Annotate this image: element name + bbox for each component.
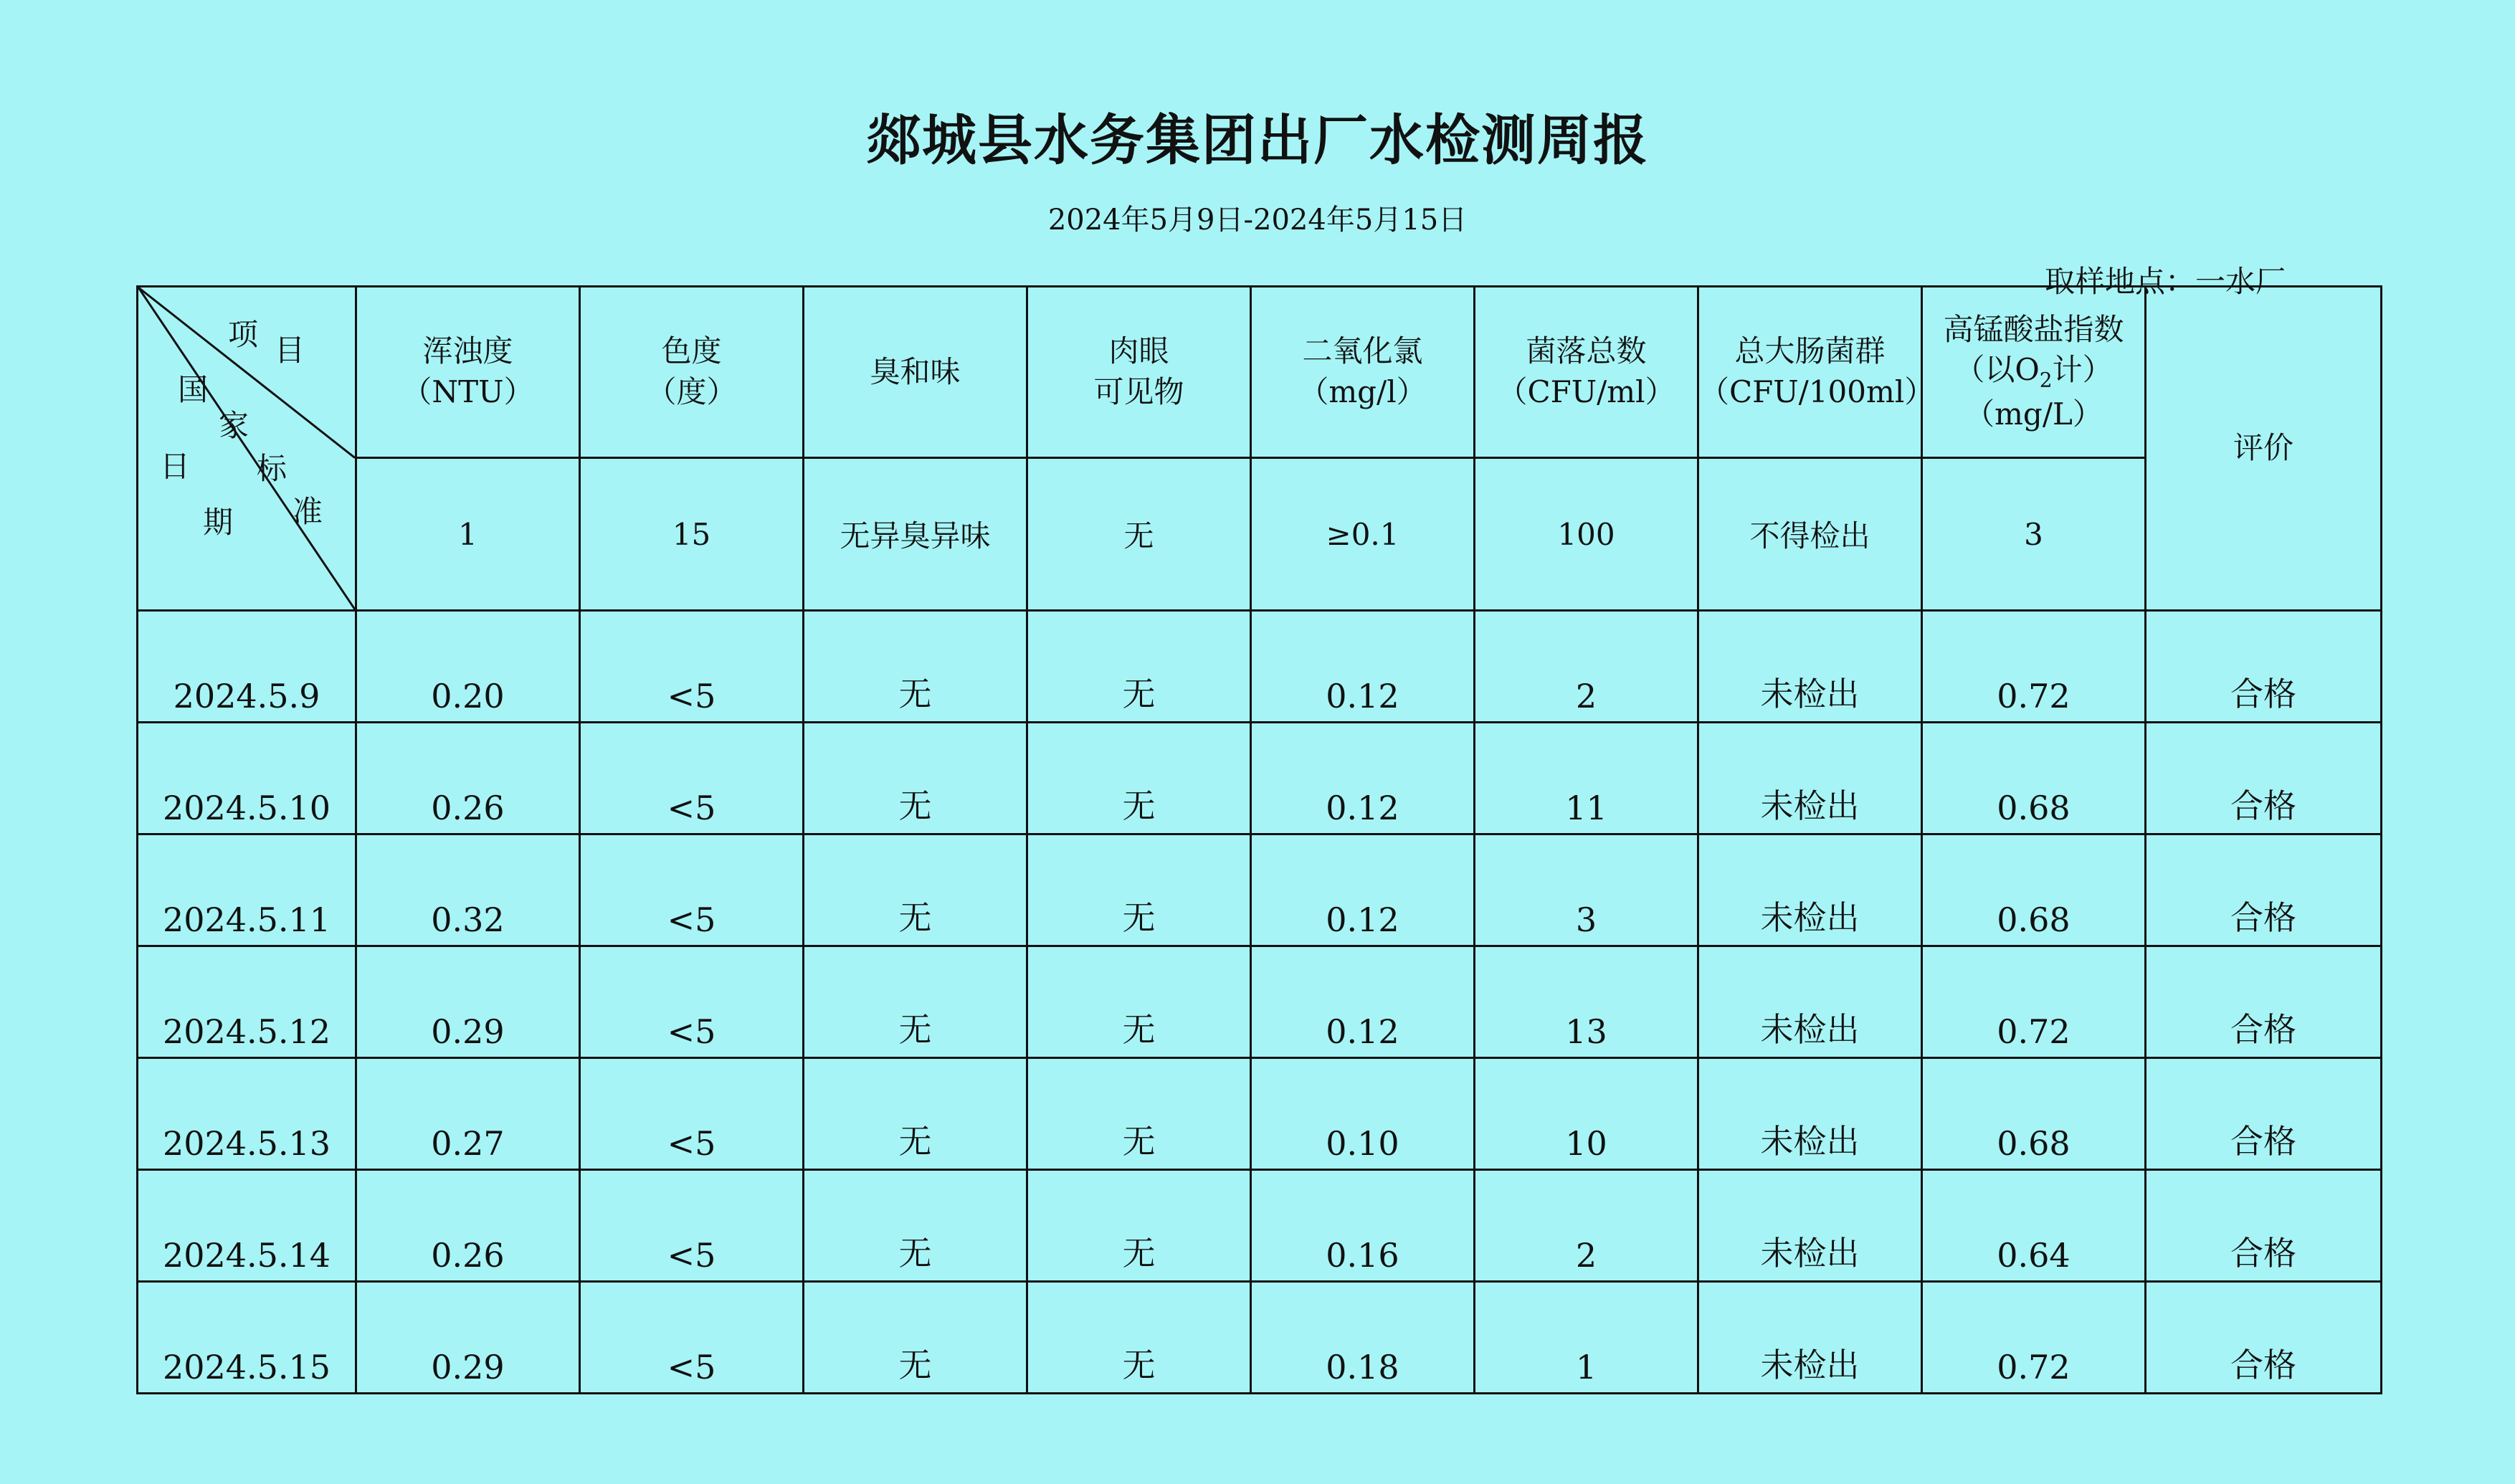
turbidity-cell: 0.20 [356, 611, 580, 723]
standard-row [138, 458, 2382, 611]
coliform-cell: 未检出 [1698, 1170, 1922, 1282]
header-coliform: 总大肠菌群 （CFU/100ml） [1698, 287, 1922, 458]
header-color: 色度 （度） [580, 287, 804, 458]
corner-label-item-2: 目 [275, 333, 305, 368]
result-cell: 合格 [2146, 946, 2382, 1058]
colony-cell: 10 [1475, 1058, 1698, 1170]
standard-value: 1 [356, 458, 580, 611]
sampling-location: 取样地点：一水厂 [2044, 264, 2286, 299]
colony-cell: 2 [1475, 611, 1698, 723]
standard-value: 100 [1475, 458, 1698, 611]
permanganate-cell: 0.68 [1922, 723, 2146, 834]
header-colony-count: 菌落总数 （CFU/ml） [1475, 287, 1698, 458]
data-rows [138, 611, 2382, 1394]
corner-label-date-1: 日 [160, 449, 191, 484]
permanganate-cell: 0.72 [1922, 1282, 2146, 1394]
report-title: 郯城县水务集团出厂水检测周报 [866, 108, 1649, 172]
chlorine-cell: 0.18 [1251, 1282, 1475, 1394]
date-cell: 2024.5.14 [138, 1170, 356, 1282]
visible-cell: 无 [1027, 723, 1251, 834]
result-cell: 合格 [2146, 834, 2382, 946]
chlorine-cell: 0.10 [1251, 1058, 1475, 1170]
date-cell: 2024.5.15 [138, 1282, 356, 1394]
corner-label-standard-1: 国 [178, 372, 209, 407]
corner-label-standard-4: 准 [293, 494, 323, 529]
color-cell: <5 [580, 1282, 804, 1394]
chlorine-cell: 0.16 [1251, 1170, 1475, 1282]
color-cell: <5 [580, 1058, 804, 1170]
table-row [138, 1170, 2382, 1282]
header-permanganate: 高锰酸盐指数 （以$O_2$计） （mg/L） [1922, 287, 2146, 458]
header-evaluation: 评价 [2146, 287, 2382, 611]
permanganate-cell: 0.72 [1922, 611, 2146, 723]
turbidity-cell: 0.27 [356, 1058, 580, 1170]
color-cell: <5 [580, 834, 804, 946]
turbidity-cell: 0.29 [356, 946, 580, 1058]
standard-value: 不得检出 [1698, 458, 1922, 611]
colony-cell: 13 [1475, 946, 1698, 1058]
table-row [138, 611, 2382, 723]
report-date-range: 2024年5月9日-2024年5月15日 [1047, 204, 1468, 237]
odor-cell: 无 [804, 611, 1027, 723]
turbidity-cell: 0.29 [356, 1282, 580, 1394]
turbidity-cell: 0.26 [356, 723, 580, 834]
corner-label-item-1: 项 [228, 317, 259, 352]
visible-cell: 无 [1027, 1058, 1251, 1170]
table-row [138, 723, 2382, 834]
visible-cell: 无 [1027, 946, 1251, 1058]
chlorine-cell: 0.12 [1251, 723, 1475, 834]
odor-cell: 无 [804, 1170, 1027, 1282]
result-cell: 合格 [2146, 1058, 2382, 1170]
table-row [138, 1058, 2382, 1170]
chlorine-cell: 0.12 [1251, 946, 1475, 1058]
coliform-cell: 未检出 [1698, 723, 1922, 834]
table-row [138, 946, 2382, 1058]
coliform-cell: 未检出 [1698, 1282, 1922, 1394]
color-cell: <5 [580, 946, 804, 1058]
water-quality-table [136, 285, 2382, 1394]
permanganate-cell: 0.72 [1922, 946, 2146, 1058]
corner-label-standard-3: 标 [257, 451, 287, 486]
coliform-cell: 未检出 [1698, 946, 1922, 1058]
visible-cell: 无 [1027, 1170, 1251, 1282]
result-cell: 合格 [2146, 611, 2382, 723]
table-row [138, 1282, 2382, 1394]
visible-cell: 无 [1027, 1282, 1251, 1394]
visible-cell: 无 [1027, 611, 1251, 723]
date-cell: 2024.5.10 [138, 723, 356, 834]
permanganate-cell: 0.68 [1922, 1058, 2146, 1170]
standard-value: 15 [580, 458, 804, 611]
color-cell: <5 [580, 1170, 804, 1282]
coliform-cell: 未检出 [1698, 611, 1922, 723]
date-cell: 2024.5.13 [138, 1058, 356, 1170]
result-cell: 合格 [2146, 723, 2382, 834]
standard-value: 3 [1922, 458, 2146, 611]
header-turbidity: 浑浊度 （NTU） [356, 287, 580, 458]
corner-label-date-2: 期 [203, 505, 234, 540]
coliform-cell: 未检出 [1698, 834, 1922, 946]
colony-cell: 1 [1475, 1282, 1698, 1394]
header-row [138, 287, 2382, 458]
odor-cell: 无 [804, 1282, 1027, 1394]
standard-value: ≥0.1 [1251, 458, 1475, 611]
odor-cell: 无 [804, 834, 1027, 946]
standard-value: 无 [1027, 458, 1251, 611]
odor-cell: 无 [804, 723, 1027, 834]
header-chlorine-dioxide: 二氧化氯 （mg/l） [1251, 287, 1475, 458]
standard-value: 无异臭异味 [804, 458, 1027, 611]
turbidity-cell: 0.32 [356, 834, 580, 946]
odor-cell: 无 [804, 1058, 1027, 1170]
chlorine-cell: 0.12 [1251, 834, 1475, 946]
header-odor: 臭和味 [804, 287, 1027, 458]
permanganate-cell: 0.64 [1922, 1170, 2146, 1282]
date-cell: 2024.5.11 [138, 834, 356, 946]
date-cell: 2024.5.9 [138, 611, 356, 723]
turbidity-cell: 0.26 [356, 1170, 580, 1282]
header-visible: 肉眼 可见物 [1027, 287, 1251, 458]
table-row [138, 834, 2382, 946]
corner-header-cell [138, 287, 356, 611]
chlorine-cell: 0.12 [1251, 611, 1475, 723]
odor-cell: 无 [804, 946, 1027, 1058]
result-cell: 合格 [2146, 1282, 2382, 1394]
permanganate-cell: 0.68 [1922, 834, 2146, 946]
visible-cell: 无 [1027, 834, 1251, 946]
corner-label-standard-2: 家 [219, 408, 249, 443]
color-cell: <5 [580, 611, 804, 723]
result-cell: 合格 [2146, 1170, 2382, 1282]
date-cell: 2024.5.12 [138, 946, 356, 1058]
colony-cell: 11 [1475, 723, 1698, 834]
color-cell: <5 [580, 723, 804, 834]
coliform-cell: 未检出 [1698, 1058, 1922, 1170]
colony-cell: 3 [1475, 834, 1698, 946]
colony-cell: 2 [1475, 1170, 1698, 1282]
